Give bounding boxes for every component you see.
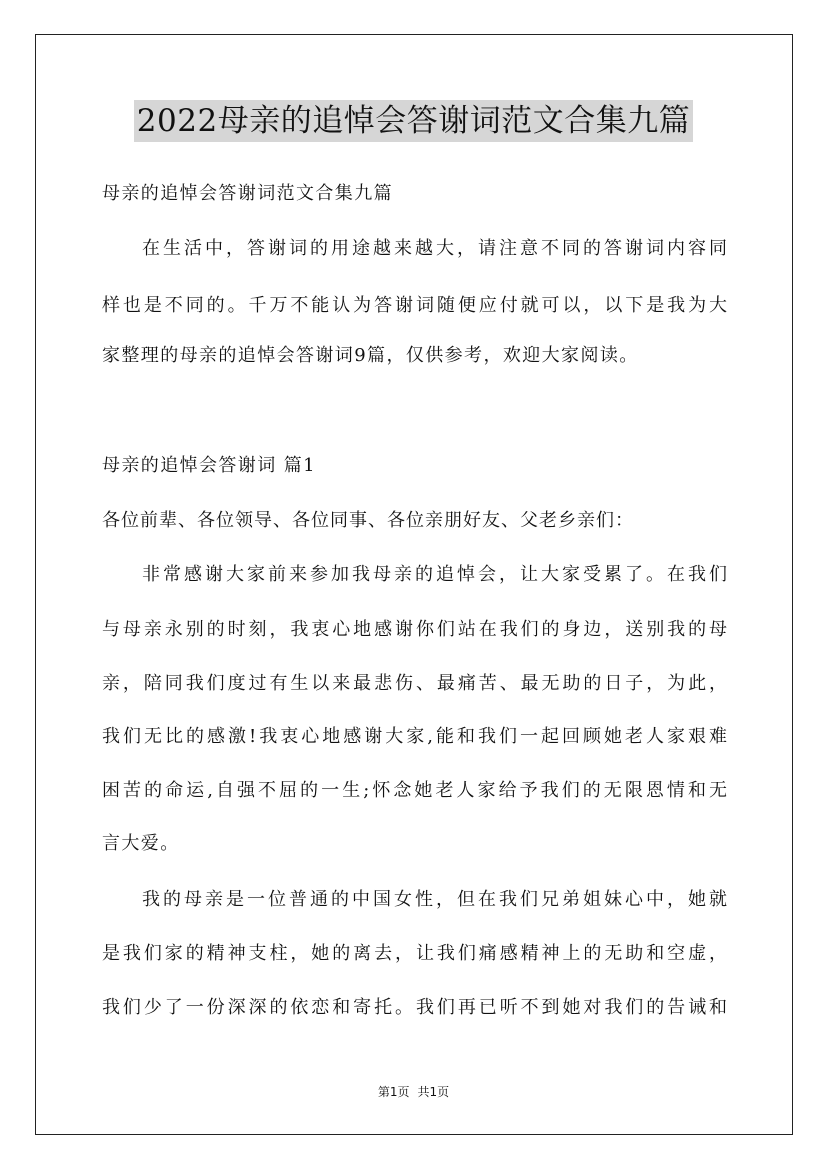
title-container xyxy=(0,100,827,142)
page-footer xyxy=(0,1083,827,1100)
intro-line-3: 家整理的母亲的追悼会答谢词9篇，仅供参考，欢迎大家阅读。 xyxy=(102,345,639,366)
paragraph1-line-4: 我们无比的感激!我衷心地感谢大家,能和我们一起回顾她老人家艰难 xyxy=(102,726,727,747)
paragraph2-line-2: 是我们家的精神支柱，她的离去，让我们痛感精神上的无助和空虚， xyxy=(102,943,727,964)
paragraph2-line-3: 我们少了一份深深的依恋和寄托。我们再已听不到她对我们的告诫和 xyxy=(102,997,727,1018)
section-heading: 母亲的追悼会答谢词 篇1 xyxy=(102,455,316,476)
paragraph1-line-6: 言大爱。 xyxy=(102,833,180,854)
paragraph2-line-1: 我的母亲是一位普通的中国女性，但在我们兄弟姐妹心中，她就 xyxy=(142,889,727,910)
page-number: 第1页 xyxy=(377,1085,410,1099)
page-total: 共1页 xyxy=(417,1085,450,1099)
document-title: 2022母亲的追悼会答谢词范文合集九篇 xyxy=(134,100,693,142)
paragraph1-line-3: 亲，陪同我们度过有生以来最悲伤、最痛苦、最无助的日子，为此， xyxy=(102,673,727,694)
paragraph1-line-5: 困苦的命运,自强不屈的一生;怀念她老人家给予我们的无限恩情和无 xyxy=(102,780,727,801)
paragraph1-line-1: 非常感谢大家前来参加我母亲的追悼会，让大家受累了。在我们 xyxy=(142,564,727,585)
paragraph1-line-2: 与母亲永别的时刻，我衷心地感谢你们站在我们的身边，送别我的母 xyxy=(102,619,727,640)
intro-line-2: 样也是不同的。千万不能认为答谢词随便应付就可以，以下是我为大 xyxy=(102,295,727,316)
salutation: 各位前辈、各位领导、各位同事、各位亲朋好友、父老乡亲们： xyxy=(102,510,634,531)
intro-line-1: 在生活中，答谢词的用途越来越大，请注意不同的答谢词内容同 xyxy=(142,238,727,259)
document-subtitle: 母亲的追悼会答谢词范文合集九篇 xyxy=(102,183,393,204)
